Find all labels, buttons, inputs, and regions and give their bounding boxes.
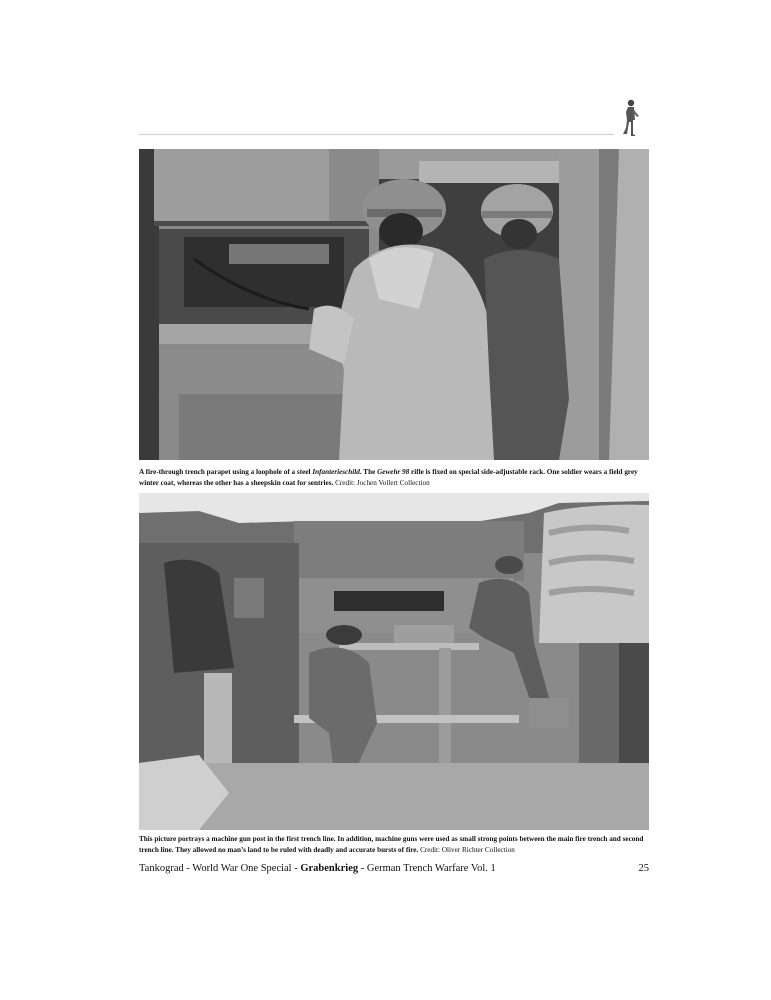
page-footer: [139, 862, 649, 876]
photo-machine-gun-post: [139, 493, 649, 830]
footer-series-prefix: Tankograd - World War One Special -: [139, 863, 301, 874]
photo-trench-parapet-loophole: [139, 149, 649, 460]
caption-bottom-credit: Credit: Oliver Richter Collection: [418, 845, 515, 854]
footer-title-bold: Grabenkrieg: [300, 863, 359, 874]
caption-top-term-infanterieschild: Infanterieschild: [312, 468, 360, 476]
caption-top-text-3: rifle is fixed on special side-adjustable rack. One soldier wears a field grey winter coat, whereas the other has a sheepskin coat for sentries.: [139, 468, 638, 487]
caption-top-photo: [139, 467, 649, 488]
soldier-silhouette-icon: [618, 98, 642, 138]
caption-top-term-gewehr: Gewehr 98: [377, 468, 410, 476]
caption-top-text-1: A fire-through trench parapet using a loophole of a steel: [139, 468, 313, 476]
caption-top-text-2: . The: [359, 468, 378, 476]
header-rule: [139, 134, 614, 135]
page-number: 25: [638, 863, 649, 874]
caption-bottom-text: This picture portrays a machine gun post in the first trench line. In addition, machine guns were used as small strong points between the main fire trench and second trench line. They allowed no man’s land to be ruled with deadly and accurate bursts of fire.: [139, 835, 644, 854]
caption-bottom-photo: [139, 834, 649, 855]
caption-top-credit: Credit: Jochen Vollert Collection: [333, 478, 430, 487]
footer-series-suffix: - German Trench Warfare Vol. 1: [358, 863, 496, 874]
